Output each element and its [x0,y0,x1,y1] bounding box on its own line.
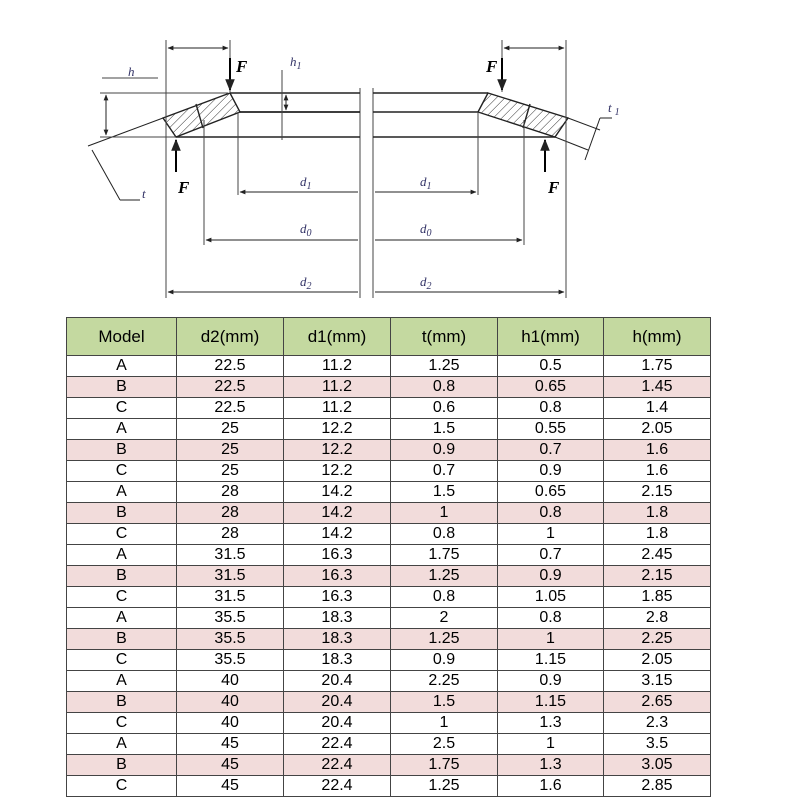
cell-h: 2.05 [604,650,711,671]
d2-right-sub: 2 [426,281,432,292]
cell-d2: 45 [177,755,284,776]
cell-h1: 0.5 [498,356,604,377]
cell-h: 2.65 [604,692,711,713]
cell-h1: 0.8 [498,398,604,419]
cell-t: 2.25 [391,671,498,692]
cell-h: 1.8 [604,524,711,545]
cell-h: 1.85 [604,587,711,608]
cell-h: 3.15 [604,671,711,692]
cell-d2: 28 [177,503,284,524]
cell-d1: 18.3 [284,629,391,650]
cell-d2: 22.5 [177,398,284,419]
cell-model: A [67,608,177,629]
cell-d1: 20.4 [284,692,391,713]
cell-model: A [67,356,177,377]
cell-t: 1.25 [391,629,498,650]
table-row [67,692,711,713]
table-row [67,503,711,524]
cell-d1: 22.4 [284,776,391,797]
d1-label-right [420,174,432,192]
cell-d2: 35.5 [177,608,284,629]
cell-d1: 12.2 [284,461,391,482]
cell-d1: 16.3 [284,587,391,608]
cell-d2: 25 [177,461,284,482]
force-label-top-left: F [236,57,248,76]
table-row [67,776,711,797]
table-row [67,587,711,608]
d0-left-sub: 0 [306,228,312,239]
cell-d1: 12.2 [284,419,391,440]
force-label-bottom-left: F [178,178,190,197]
cell-h1: 0.7 [498,545,604,566]
d2-right-main: d [420,274,427,289]
d2-left-sub: 2 [306,281,312,292]
cell-model: B [67,629,177,650]
d1-right-sub: 1 [426,181,432,192]
d0-label-left [300,221,312,239]
cell-model: B [67,755,177,776]
cell-t: 1.25 [391,566,498,587]
d1-left-main: d [300,174,307,189]
cell-h: 1.8 [604,503,711,524]
cell-h: 2.3 [604,713,711,734]
cell-d2: 31.5 [177,545,284,566]
cell-model: C [67,713,177,734]
cell-h1: 1.05 [498,587,604,608]
cell-d1: 22.4 [284,734,391,755]
cell-d2: 35.5 [177,650,284,671]
cell-t: 1.5 [391,419,498,440]
t-label: t [142,186,146,201]
cell-h: 2.85 [604,776,711,797]
spec-table [66,317,711,797]
d2-left-main: d [300,274,307,289]
break-lines [360,88,373,298]
cell-d1: 16.3 [284,545,391,566]
t1-label [608,100,620,118]
t1-label-main: t [608,100,612,115]
dimension-lines [92,48,612,292]
cell-h1: 0.55 [498,419,604,440]
cell-h: 2.25 [604,629,711,650]
h1-label-sub: 1 [296,61,302,72]
cell-model: C [67,398,177,419]
t1-label-sub: 1 [614,107,620,118]
cell-d2: 22.5 [177,356,284,377]
cell-model: C [67,650,177,671]
d1-label-left [300,174,312,192]
cell-d2: 28 [177,524,284,545]
h-label: h [128,64,135,79]
cell-d2: 40 [177,713,284,734]
cell-h1: 1.15 [498,650,604,671]
cell-t: 1 [391,713,498,734]
cell-h1: 0.65 [498,482,604,503]
cell-model: C [67,461,177,482]
table-row [67,440,711,461]
cell-d2: 25 [177,419,284,440]
d0-right-main: d [420,221,427,236]
cell-t: 1.75 [391,545,498,566]
cell-h1: 0.9 [498,566,604,587]
cell-t: 2 [391,608,498,629]
force-label-bottom-right: F [548,178,560,197]
cell-d1: 16.3 [284,566,391,587]
cell-d1: 11.2 [284,398,391,419]
table-row [67,356,711,377]
cell-t: 0.8 [391,377,498,398]
header-model: Model [67,318,177,356]
cell-t: 0.9 [391,650,498,671]
table-row [67,398,711,419]
cell-h: 1.6 [604,461,711,482]
table-row [67,524,711,545]
cell-h1: 0.7 [498,440,604,461]
header-h1: h1(mm) [498,318,604,356]
cell-t: 1.5 [391,482,498,503]
cell-t: 0.9 [391,440,498,461]
cell-d1: 14.2 [284,482,391,503]
cell-t: 0.8 [391,587,498,608]
cell-d2: 25 [177,440,284,461]
cell-d1: 11.2 [284,377,391,398]
cell-h: 2.15 [604,482,711,503]
d1-right-main: d [420,174,427,189]
cell-d1: 14.2 [284,503,391,524]
cell-h1: 0.9 [498,461,604,482]
table-row [67,419,711,440]
cell-h: 3.05 [604,755,711,776]
spring-section-left [88,93,360,146]
cell-model: C [67,524,177,545]
cell-d2: 31.5 [177,566,284,587]
cell-h1: 1 [498,524,604,545]
table-row [67,734,711,755]
cell-d2: 45 [177,776,284,797]
table-row [67,566,711,587]
table-row [67,713,711,734]
cell-d1: 18.3 [284,608,391,629]
cell-h1: 0.9 [498,671,604,692]
table-row [67,545,711,566]
cell-d1: 18.3 [284,650,391,671]
header-t: t(mm) [391,318,498,356]
cell-model: C [67,587,177,608]
cell-h: 2.15 [604,566,711,587]
table-body [67,356,711,797]
table-row [67,461,711,482]
cell-model: B [67,503,177,524]
cell-h: 2.05 [604,419,711,440]
cell-t: 0.8 [391,524,498,545]
cell-model: C [67,776,177,797]
d0-left-main: d [300,221,307,236]
cell-model: A [67,482,177,503]
cell-model: A [67,419,177,440]
table-row [67,482,711,503]
cell-model: B [67,440,177,461]
cell-h1: 0.8 [498,503,604,524]
table-header-row [67,318,711,356]
cell-d1: 20.4 [284,671,391,692]
table-row [67,650,711,671]
table-row [67,629,711,650]
cell-h1: 0.8 [498,608,604,629]
cell-d2: 40 [177,692,284,713]
cell-model: B [67,377,177,398]
d2-label-right [420,274,432,292]
cell-d2: 31.5 [177,587,284,608]
cell-d1: 12.2 [284,440,391,461]
cell-t: 1.25 [391,776,498,797]
cell-d2: 22.5 [177,377,284,398]
cell-h: 2.8 [604,608,711,629]
header-d2: d2(mm) [177,318,284,356]
cell-h: 2.45 [604,545,711,566]
cell-h: 1.6 [604,440,711,461]
table-row [67,755,711,776]
table-row [67,608,711,629]
h1-label-main: h [290,54,297,69]
cell-model: A [67,545,177,566]
header-h: h(mm) [604,318,711,356]
d0-label-right [420,221,432,239]
d2-label-left [300,274,312,292]
cell-d2: 45 [177,734,284,755]
cell-d2: 35.5 [177,629,284,650]
disc-spring-diagram [0,0,800,305]
cell-model: B [67,692,177,713]
cell-h1: 1 [498,629,604,650]
cell-d1: 11.2 [284,356,391,377]
cell-t: 0.7 [391,461,498,482]
cell-d1: 14.2 [284,524,391,545]
d1-left-sub: 1 [306,181,312,192]
cell-h: 1.4 [604,398,711,419]
cell-h1: 1.6 [498,776,604,797]
cell-h1: 1 [498,734,604,755]
cell-model: B [67,566,177,587]
cell-h: 1.75 [604,356,711,377]
cell-h1: 1.15 [498,692,604,713]
h1-label [290,54,302,72]
cell-t: 1 [391,503,498,524]
cell-model: A [67,734,177,755]
cell-d2: 28 [177,482,284,503]
cell-d1: 20.4 [284,713,391,734]
cell-h1: 0.65 [498,377,604,398]
cell-t: 1.25 [391,356,498,377]
cell-t: 1.5 [391,692,498,713]
cell-h1: 1.3 [498,755,604,776]
cell-d1: 22.4 [284,755,391,776]
table-row [67,377,711,398]
d0-right-sub: 0 [426,228,432,239]
cell-h: 1.45 [604,377,711,398]
cell-h1: 1.3 [498,713,604,734]
cell-t: 1.75 [391,755,498,776]
header-d1: d1(mm) [284,318,391,356]
cell-model: A [67,671,177,692]
force-label-top-right: F [486,57,498,76]
cell-d2: 40 [177,671,284,692]
cell-t: 0.6 [391,398,498,419]
cell-t: 2.5 [391,734,498,755]
extension-lines [100,40,566,298]
table-row [67,671,711,692]
cell-h: 3.5 [604,734,711,755]
